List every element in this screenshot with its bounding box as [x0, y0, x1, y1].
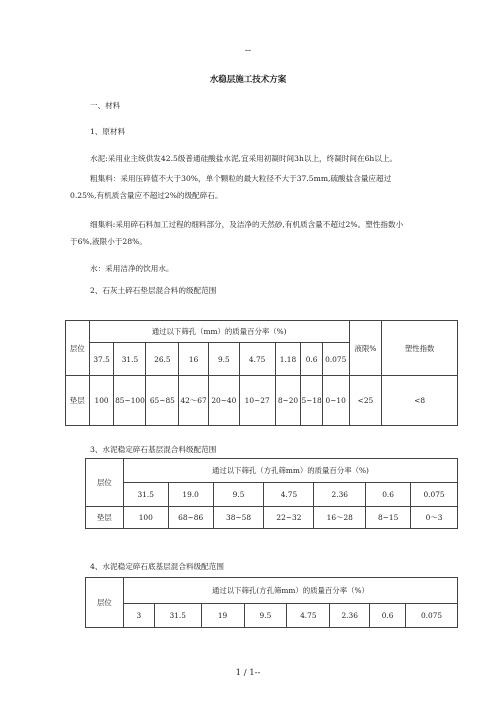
coarse-aggregate-line2: 0.25%,有机质含量应不超过2%的级配碎石。 — [70, 191, 223, 200]
table-cell: 68~86 — [168, 507, 213, 529]
sieve-size: 19.0 — [168, 483, 213, 507]
section-cement-subbase-gradation: 4、水泥稳定碎石底基层混合料级配范围 — [90, 562, 224, 571]
sieve-size: 37.5 — [89, 343, 114, 376]
section-cement-base-gradation: 3、水泥稳定碎石基层混合料级配范围 — [90, 445, 217, 454]
table-cell: 85~100 — [114, 376, 146, 426]
pass-rate-header: 通过以下筛孔(方孔筛mm）的质量百分率（%） — [123, 578, 457, 604]
sieve-size: 0.6 — [366, 483, 411, 507]
sieve-size: 9.5 — [244, 604, 287, 628]
table-cell: 42～67 — [179, 376, 209, 426]
layer-header: 层位 — [66, 321, 90, 376]
sieve-size: 2.36 — [330, 604, 370, 628]
table-cell: <25 — [349, 376, 382, 426]
sieve-size: 0.075 — [322, 343, 349, 376]
page-title: 水稳层施工技术方案 — [209, 75, 287, 85]
cement-paragraph: 水泥:采用业主统供发42.5级普通硅酸盐水泥,宜采用初凝时间3h以上，终凝时间在6h以上。 — [90, 154, 398, 163]
table-cell: 20~40 — [208, 376, 239, 426]
layer-header: 层位 — [86, 578, 124, 628]
fine-aggregate-line1: 细集料:采用碎石料加工过程的细料部分，及洁净的天然砂,有机质含量不超过2%。塑性指数小 — [90, 220, 404, 229]
sieve-size: 31.5 — [114, 343, 146, 376]
pass-rate-header: 通过以下筛孔（mm）的质量百分率（%) — [89, 321, 349, 343]
layer-header: 层位 — [86, 459, 124, 507]
table-cell: 16～28 — [314, 507, 366, 529]
table-cell: 10~27 — [239, 376, 275, 426]
cement-subbase-gradation-table — [85, 577, 458, 628]
sieve-size: 26.5 — [146, 343, 179, 376]
page-number: 1 / 1-- — [235, 668, 261, 678]
table-cell: 8~20 — [275, 376, 301, 426]
plastic-index-header: 塑性指数 — [382, 321, 458, 376]
coarse-aggregate-line1: 粗集料：采用压碎值不大于30%，单个颗粒的最大粒径不大于37.5mm,硫酸盐含量应超过 — [90, 174, 392, 183]
sieve-size: 0.6 — [370, 604, 406, 628]
pass-rate-header: 通过以下筛孔（方孔筛mm）的质量百分率（%) — [123, 459, 457, 483]
sieve-size: 31.5 — [154, 604, 201, 628]
section-materials: 一、材料 — [90, 101, 121, 110]
sieve-size: 4.75 — [264, 483, 314, 507]
section-raw-materials: 1、原材料 — [90, 127, 126, 136]
table-cell: 5~18 — [301, 376, 322, 426]
liquid-limit-header: 液限% — [349, 321, 382, 376]
sieve-size: 19 — [201, 604, 244, 628]
fine-aggregate-line2: 于6%,液限小于28%。 — [70, 237, 147, 246]
water-paragraph: 水：采用洁净的饮用水。 — [90, 264, 174, 273]
sieve-size: 4.75 — [287, 604, 330, 628]
table-cell: 100 — [89, 376, 114, 426]
table-cell: 8~15 — [366, 507, 411, 529]
sieve-size: 2.36 — [314, 483, 366, 507]
sieve-size: 3 — [123, 604, 154, 628]
cement-base-gradation-table — [85, 458, 458, 529]
table-cell: 100 — [123, 507, 168, 529]
section-lime-soil-gradation: 2、石灰土碎石垫层混合料的级配范围 — [90, 286, 217, 295]
sieve-size: 9.5 — [213, 483, 264, 507]
table-cell: 0~10 — [322, 376, 349, 426]
table-cell: 0～3 — [411, 507, 458, 529]
table-cell: 38~58 — [213, 507, 264, 529]
sieve-size: 31.5 — [123, 483, 168, 507]
table-row — [86, 507, 458, 529]
sieve-size: 0.6 — [301, 343, 322, 376]
header-mark: -- — [244, 46, 252, 56]
lime-soil-gradation-table — [65, 320, 458, 426]
sieve-size: 0.075 — [406, 604, 458, 628]
table-row — [66, 376, 458, 426]
table-cell: 65~85 — [146, 376, 179, 426]
sieve-size: 9.5 — [208, 343, 239, 376]
table-cell: 22~32 — [264, 507, 314, 529]
sieve-size: 4.75 — [239, 343, 275, 376]
table-cell: <8 — [382, 376, 458, 426]
row-label: 垫层 — [86, 507, 124, 529]
sieve-size: 0.075 — [411, 483, 458, 507]
sieve-size: 1.18 — [275, 343, 301, 376]
row-label: 垫层 — [66, 376, 90, 426]
sieve-size: 16 — [179, 343, 209, 376]
